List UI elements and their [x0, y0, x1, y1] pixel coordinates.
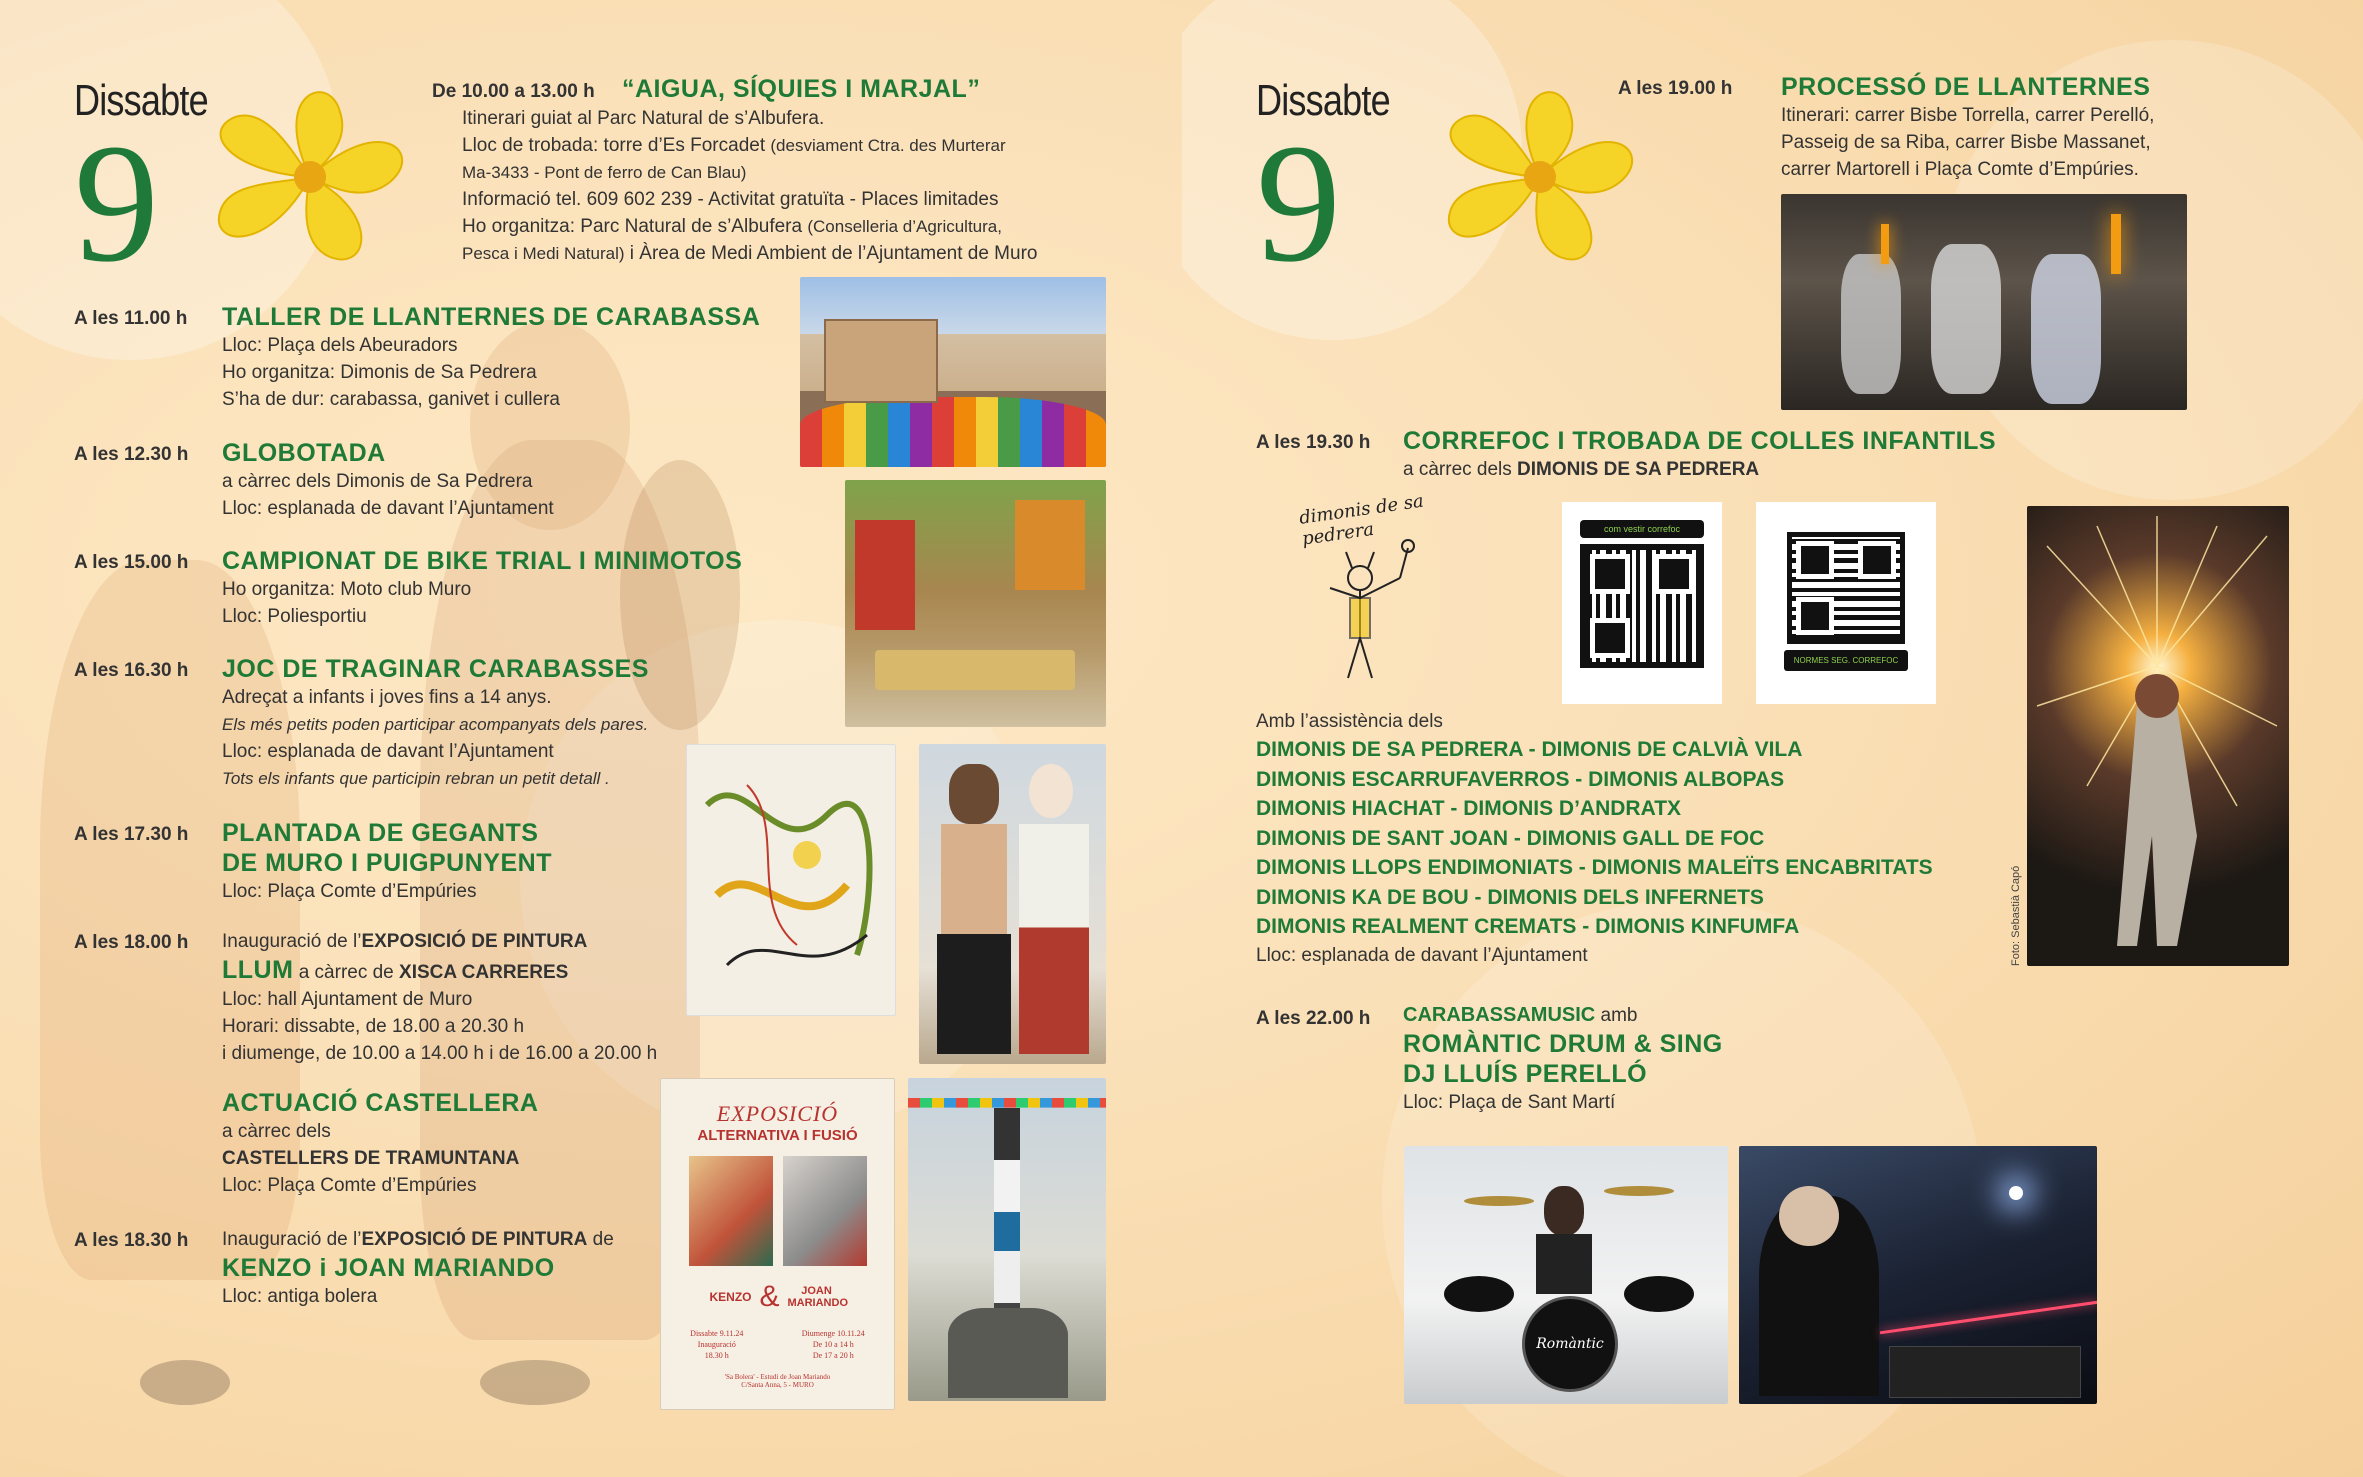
poster-date: Inauguració	[697, 1340, 736, 1349]
event-exposicio-kenzo	[222, 1226, 682, 1310]
poster-address: C/Santa Anna, 5 - MURO	[741, 1381, 814, 1389]
event-line: Tots els infants que participin rebran un petit detall .	[222, 769, 610, 788]
event-line: Lloc: Plaça dels Abeuradors	[222, 335, 458, 356]
event-pre-after: de	[587, 1229, 614, 1250]
colles-item: DIMONIS LLOPS ENDIMONIATS - DIMONIS MALEÏTS ENCABRITATS	[1256, 856, 1933, 879]
event-line: Pesca i Medi Natural)	[462, 244, 625, 263]
qr-label: NORMES SEG. CORREFOC	[1784, 650, 1908, 671]
event-title: GLOBOTADA	[222, 439, 386, 467]
photo-plaza-balloons	[800, 277, 1106, 467]
colles-list	[1256, 708, 1996, 969]
photo-bike-trial	[845, 480, 1106, 727]
event-line: Ma-3433 - Pont de ferro de Can Blau)	[462, 163, 747, 182]
colles-item: DIMONIS DE SANT JOAN - DIMONIS GALL DE FOC	[1256, 826, 1765, 850]
event-line: Lloc: esplanada de davant l’Ajuntament	[222, 498, 554, 519]
event-line: Itinerari guiat al Parc Natural de s’Albufera.	[462, 108, 825, 129]
event-line: Lloc: Poliesportiu	[222, 606, 367, 627]
event-taller-llanternes	[222, 302, 782, 413]
event-line: Ho organitza: Parc Natural de s’Albufera	[462, 216, 803, 237]
day-word: Dissabte	[1256, 76, 1390, 125]
colles-item: DIMONIS KA DE BOU - DIMONIS DELS INFERNETS	[1256, 885, 1764, 909]
left-page	[0, 0, 1181, 1477]
qr-label: com vestir correfoc	[1580, 520, 1704, 538]
event-line: Passeig de sa Riba, carrer Bisbe Massanet,	[1781, 132, 2151, 153]
event-line: Lloc: esplanada de davant l’Ajuntament	[222, 741, 554, 762]
poster-artwork	[689, 1156, 773, 1266]
photo-dj	[1739, 1146, 2097, 1404]
drum-logo: Romàntic	[1522, 1296, 1618, 1392]
poster-venue: 'Sa Bolera' - Estudi de Joan Mariando	[724, 1373, 831, 1381]
event-time: A les 22.00 h	[1256, 1008, 1371, 1029]
photo-giants	[919, 744, 1106, 1064]
pumpkin-flower-icon	[1420, 72, 1660, 282]
dimonis-sa-pedrera-logo	[1297, 490, 1470, 686]
poster-date: De 10 a 14 h	[812, 1340, 854, 1349]
event-line: i diumenge, de 10.00 a 14.00 h i de 16.00 a 20.00 h	[222, 1043, 658, 1064]
event-line: Lloc: antiga bolera	[222, 1286, 378, 1307]
event-globotada	[222, 438, 782, 522]
day-number: 9	[74, 109, 159, 297]
event-line: a càrrec dels Dimonis de Sa Pedrera	[222, 471, 533, 492]
event-title: LLUM	[222, 956, 294, 984]
pumpkin-flower-icon	[190, 72, 430, 282]
event-time: A les 19.00 h	[1618, 78, 1733, 99]
colles-item: DIMONIS HIACHAT - DIMONIS D’ANDRATX	[1256, 797, 1682, 820]
event-line: Horari: dissabte, de 18.00 a 20.30 h	[222, 1016, 525, 1037]
event-time: A les 18.30 h	[74, 1230, 189, 1251]
poster-exposicio-alternativa	[660, 1078, 895, 1410]
day-number: 9	[1256, 109, 1341, 297]
day-header	[1256, 76, 1419, 297]
event-pre: Inauguració de l’	[222, 1229, 362, 1250]
event-correfoc	[1403, 426, 2023, 483]
event-line-bold: CASTELLERS DE TRAMUNTANA	[222, 1148, 520, 1169]
poster-date: Diumenge 10.11.24	[801, 1329, 865, 1338]
event-line: Ho organitza: Moto club Muro	[222, 579, 472, 600]
event-title: PROCESSÓ DE LLANTERNES	[1781, 73, 2151, 101]
event-title: JOC DE TRAGINAR CARABASSES	[222, 655, 649, 683]
event-line: Lloc: Plaça Comte d’Empúries	[222, 1175, 477, 1196]
event-exposicio-llum	[222, 928, 742, 1067]
devil-figure-icon	[1300, 538, 1470, 688]
event-line: i Àrea de Medi Ambient de l’Ajuntament de Muro	[629, 243, 1038, 264]
event-line: Lloc: Plaça Comte d’Empúries	[222, 881, 477, 902]
event-pre-green: CARABASSAMUSIC	[1403, 1004, 1596, 1026]
event-title: “AIGUA, SÍQUIES I MARJAL”	[621, 75, 981, 103]
event-line: Ho organitza: Dimonis de Sa Pedrera	[222, 362, 537, 383]
event-pre-bold: EXPOSICIÓ DE PINTURA	[361, 931, 588, 952]
event-title: ACTUACIÓ CASTELLERA	[222, 1089, 539, 1117]
poster-ampersand: &	[759, 1280, 780, 1313]
qr-code-normes-seguretat[interactable]	[1756, 502, 1936, 704]
event-artist: XISCA CARRERES	[399, 962, 569, 983]
event-aigua-siquies	[432, 74, 1172, 267]
event-line: Lloc de trobada: torre d’Es Forcadet	[462, 135, 766, 156]
event-title: ROMÀNTIC DRUM & SING	[1403, 1030, 1723, 1058]
event-line: Lloc: hall Ajuntament de Muro	[222, 989, 473, 1010]
event-time: A les 18.00 h	[74, 932, 189, 953]
event-time: A les 12.30 h	[74, 444, 189, 465]
poster-subtitle: ALTERNATIVA I FUSIÓ	[697, 1127, 858, 1144]
event-line: (desviament Ctra. des Murterar	[770, 136, 1006, 155]
faded-shoe	[480, 1360, 590, 1405]
assist-intro: Amb l’assistència dels	[1256, 711, 1443, 732]
colles-item: DIMONIS DE SA PEDRERA - DIMONIS DE CALVIÀ VILA	[1256, 738, 1803, 761]
photo-painting-llum	[686, 744, 896, 1016]
event-time: A les 19.30 h	[1256, 432, 1371, 453]
event-bike-trial	[222, 546, 822, 630]
poster-artist: JOAN MARIANDO	[787, 1285, 848, 1309]
event-sub: a càrrec dels	[1403, 459, 1518, 480]
poster-date: De 17 a 20 h	[812, 1351, 854, 1360]
event-sub-bold: DIMONIS DE SA PEDRERA	[1517, 459, 1760, 480]
poster-artist: KENZO	[709, 1290, 752, 1304]
event-line: (Conselleria d’Agricultura,	[807, 217, 1002, 236]
event-line: carrer Martorell i Plaça Comte d’Empúries.	[1781, 159, 2139, 180]
right-page	[1182, 0, 2363, 1477]
event-processo-llanternes	[1781, 72, 2341, 183]
photo-correfoc	[2027, 506, 2289, 966]
event-title: TALLER DE LLANTERNES DE CARABASSA	[222, 303, 761, 331]
poster-artwork	[783, 1156, 867, 1266]
event-title: CAMPIONAT DE BIKE TRIAL I MINIMOTOS	[222, 547, 743, 575]
event-actuacio-castellera	[222, 1088, 662, 1199]
event-title-line2: DJ LLUÍS PERELLÓ	[1403, 1060, 1648, 1088]
event-time: A les 16.30 h	[74, 660, 189, 681]
colles-place: Lloc: esplanada de davant l’Ajuntament	[1256, 944, 1588, 966]
event-line: Els més petits poden participar acompanyats dels pares.	[222, 715, 649, 734]
event-line: S’ha de dur: carabassa, ganivet i cullera	[222, 389, 560, 410]
logo-text: dimonis de sa pedrera	[1297, 490, 1425, 550]
faded-shoe	[140, 1360, 230, 1405]
event-line: a càrrec dels	[222, 1121, 331, 1142]
qr-code-icon	[1580, 544, 1704, 668]
event-time: A les 17.30 h	[74, 824, 189, 845]
event-line: Itinerari: carrer Bisbe Torrella, carrer Perelló,	[1781, 105, 2155, 126]
photo-drummer	[1404, 1146, 1728, 1404]
photo-credit: Foto: Sebastià Capó	[2010, 865, 2022, 966]
event-time: A les 15.00 h	[74, 552, 189, 573]
photo-procession	[1781, 194, 2187, 410]
qr-code-icon	[1787, 532, 1905, 644]
event-pre-after: amb	[1595, 1005, 1638, 1026]
event-title: PLANTADA DE GEGANTS	[222, 819, 539, 847]
event-plantada-gegants	[222, 818, 702, 905]
poster-date: 18.30 h	[704, 1351, 729, 1360]
event-title-line2: DE MURO I PUIGPUNYENT	[222, 849, 552, 877]
colles-item: DIMONIS REALMENT CREMATS - DIMONIS KINFUMFA	[1256, 915, 1800, 938]
poster-date: Dissabte 9.11.24	[690, 1329, 744, 1338]
event-time: A les 11.00 h	[74, 308, 188, 329]
event-title: CORREFOC I TROBADA DE COLLES INFANTILS	[1403, 427, 1997, 455]
event-pre: Inauguració de l’	[222, 931, 362, 952]
event-line: Adreçat a infants i joves fins a 14 anys.	[222, 687, 552, 708]
event-title: KENZO i JOAN MARIANDO	[222, 1254, 555, 1282]
event-line: Informació tel. 609 602 239 - Activitat gratuïta - Places limitades	[462, 189, 999, 210]
poster-title: EXPOSICIÓ	[716, 1101, 839, 1126]
event-carabassamusic	[1403, 1002, 2003, 1116]
event-line: Lloc: Plaça de Sant Martí	[1403, 1092, 1616, 1113]
qr-code-com-vestir[interactable]	[1562, 502, 1722, 704]
event-after: a càrrec de	[293, 962, 400, 983]
event-time: De 10.00 a 13.00 h	[432, 81, 595, 102]
day-word: Dissabte	[74, 76, 208, 125]
colles-item: DIMONIS ESCARRUFAVERROS - DIMONIS ALBOPAS	[1256, 767, 1785, 791]
photo-castellers	[908, 1078, 1106, 1401]
event-pre-bold: EXPOSICIÓ DE PINTURA	[361, 1229, 588, 1250]
